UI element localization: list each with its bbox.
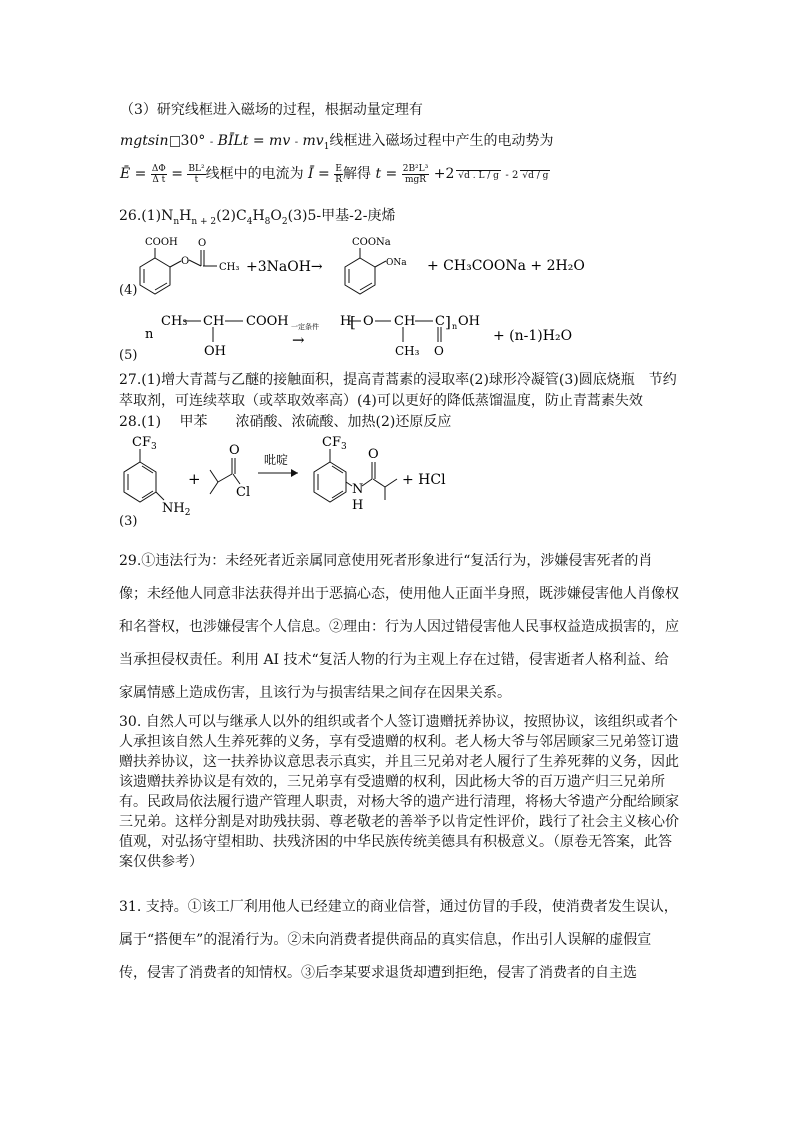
- cl-label: Cl: [236, 485, 251, 500]
- product-carbonyl-o: O: [368, 447, 379, 462]
- bond: [375, 261, 386, 267]
- label-4: (4): [119, 283, 138, 298]
- ona-label: ONa: [386, 258, 407, 268]
- label-5: (5): [119, 348, 138, 363]
- ch-label: CH: [203, 314, 225, 329]
- bond: [233, 474, 240, 484]
- polymer-c: C: [435, 314, 445, 329]
- bond: [189, 260, 201, 266]
- q28-line-1: 28.(1) 甲苯 浓硝酸、浓硫酸、加热(2)还原反应: [119, 414, 452, 430]
- polymer-h: H: [340, 314, 352, 329]
- bracket-close: ]: [445, 313, 451, 331]
- hcl-product: + HCl: [402, 472, 446, 488]
- benzene-ring: [124, 462, 156, 502]
- q30-answer: 30. 自然人可以与继承人以外的组织或者个人签订遗赠抚养协议，按照协议，该组织或者个人承担该自然人生养死葬的义务，享有受遗赠的权利。老人杨大爷与邻居顾家三兄弟签订遗赠扶养协议，这一扶养协议意思表示真实，并且三兄弟对老人履行了生养死葬的义务，因此该遗赠扶养协议是有效的，三兄弟享有受遗赠的权利，因此杨大爷的百万遗产归三兄弟所有。民政局依法履行遗产管理人职责，对杨大爷的遗产进行清理，将杨大爷遗产分配给顾家三兄弟。这样分割是对助残扶弱、尊老敬老的善举予以肯定性评价，践行了社会主义核心价值观，对弘扬守望相助、扶残济困的中华民族传统美德具有积极意义。（原卷无答案，此答案仅供参考）: [119, 714, 679, 870]
- oh-label: OH: [204, 344, 226, 359]
- repeat-n: n: [452, 322, 458, 331]
- bond: [156, 492, 164, 500]
- polymer-ch3: CH₃: [395, 344, 420, 358]
- bond: [362, 479, 372, 486]
- pyridine-label: 吡啶: [264, 453, 289, 467]
- polymer-oh: OH: [458, 314, 480, 329]
- fraction-e-r: $\frac{E}{R}$: [335, 163, 342, 185]
- polymer-ch: CH: [394, 314, 416, 329]
- physics-step-intro: （3）研究线框进入磁场的过程，根据动量定理有: [120, 102, 423, 118]
- q27-line-1: 27.(1)增大青蒿与乙醚的接触面积，提高青蒿素的浸取率(2)球形冷凝管(3)圆底烧瓶 节约: [119, 372, 677, 388]
- carbonyl-o-label: O: [198, 238, 207, 249]
- q27-line-2: 萃取剂，可连续萃取（或萃取效率高）(4)可以更好的降低蒸馏温度，防止青蒿素失效: [119, 393, 643, 409]
- condition-label: 一定条件: [291, 323, 319, 331]
- reaction-4-diagram: [115, 228, 595, 300]
- sqrt-d-g: √d / g: [522, 171, 549, 181]
- benzene-ring: [314, 462, 346, 502]
- missing-glyph-box: [170, 136, 180, 147]
- ch3-label: CH₃: [161, 314, 188, 329]
- q26-answers: $26.(1)N_nH_{n + 2}(2)C_4H_8O_2(3)5-$甲基-2-庚烯: [119, 208, 396, 227]
- product-cf3-label: $CF_3$: [322, 435, 347, 452]
- bracket-open: [: [350, 313, 356, 331]
- bond: [210, 470, 218, 482]
- nh2-label: $NH_2$: [162, 501, 191, 518]
- ch3-label: CH₃: [219, 262, 240, 273]
- coona-label: COONa: [352, 237, 391, 248]
- ring-double-bond: [155, 283, 167, 290]
- bond: [210, 482, 218, 494]
- q31-answer: 31. 支持。①该工厂利用他人已经建立的商业信誉，通过仿冒的手段，使消费者发生误认，属于“搭便车”的混淆行为。②未向消费者提供商品的真实信息，作出引人误解的虚假宣传，侵害了消费者的知情权。③后李某要求退货却遭到拒绝，侵害了消费者的自主选: [119, 899, 678, 981]
- ring-double-bond: [360, 283, 372, 290]
- coefficient-n: n: [145, 327, 154, 342]
- reaction-arrow: →: [292, 331, 305, 349]
- fraction-dphi-dt: $\frac{\Delta\Phi}{\text{Δ t}}$: [151, 163, 166, 185]
- fraction-bl2-t: $\frac{\text{BL²}}{t}$: [188, 163, 205, 185]
- bond: [373, 479, 385, 487]
- fraction-time-term: $\frac{\text{2B²L³}}{\text{mgR}}$: [402, 163, 429, 185]
- water-product: + (n-1)H₂O: [493, 328, 573, 344]
- emf-current-equation: Ē = $\frac{\Delta\Phi}{\text{Δ t}}$ = $\frac{\text{BL²}}{t}$ 线框中的电流为 Ī = $\frac{E}{R}$ 解得 t = $\frac{\text{2B²L³}}{\text{mgR}}$ +2 √d . L / g - 2 √d / g: [120, 163, 549, 185]
- cooh-label: COOH: [246, 314, 289, 329]
- sqrt-d-l-g: √d . L / g: [458, 171, 499, 181]
- carbonyl-o-label: O: [229, 443, 240, 458]
- bond: [218, 474, 232, 482]
- plus-sign: +: [188, 470, 201, 488]
- ester-o-label: O: [181, 256, 190, 267]
- reaction-4-products: + CH₃COONa + 2H₂O: [427, 258, 585, 274]
- arrow-head: [291, 469, 298, 477]
- q29-answer: 29.①违法行为：未经死者近亲属同意使用死者形象进行“复活行为，涉嫌侵害死者的肖像；未经他人同意非法获得并出于恶搞心态，使用他人正面半身照，既涉嫌侵害他人肖像权和名誉权，也涉嫌侵害个人信息。②理由：行为人因过错侵害他人民事权益造成损害的，应当承担侵权责任。利用 AI 技术“复活人物的行为主观上存在过错，侵害逝者人格利益、给家属情感上造成伤害，且该行为与损害结果之间存在因果关系。: [119, 553, 679, 701]
- momentum-equation: mgtsin 30° - BĪLt = mv - $mv_1$线框进入磁场过程中产生的电动势为: [120, 133, 554, 152]
- reaction-5-diagram: [115, 303, 595, 359]
- bond: [385, 479, 397, 487]
- amide-h-label: H: [352, 498, 364, 513]
- amide-n-label: N: [352, 482, 364, 497]
- label-3: (3): [119, 514, 138, 529]
- naoh-reagent: +3NaOH→: [246, 259, 323, 275]
- cf3-label: $CF_3$: [132, 435, 157, 452]
- bond: [170, 261, 181, 267]
- reaction-q28-diagram: [118, 432, 458, 524]
- polymer-carbonyl-o: O: [434, 344, 444, 358]
- polymer-o: O: [363, 314, 374, 329]
- cooh-label: COOH: [145, 237, 178, 248]
